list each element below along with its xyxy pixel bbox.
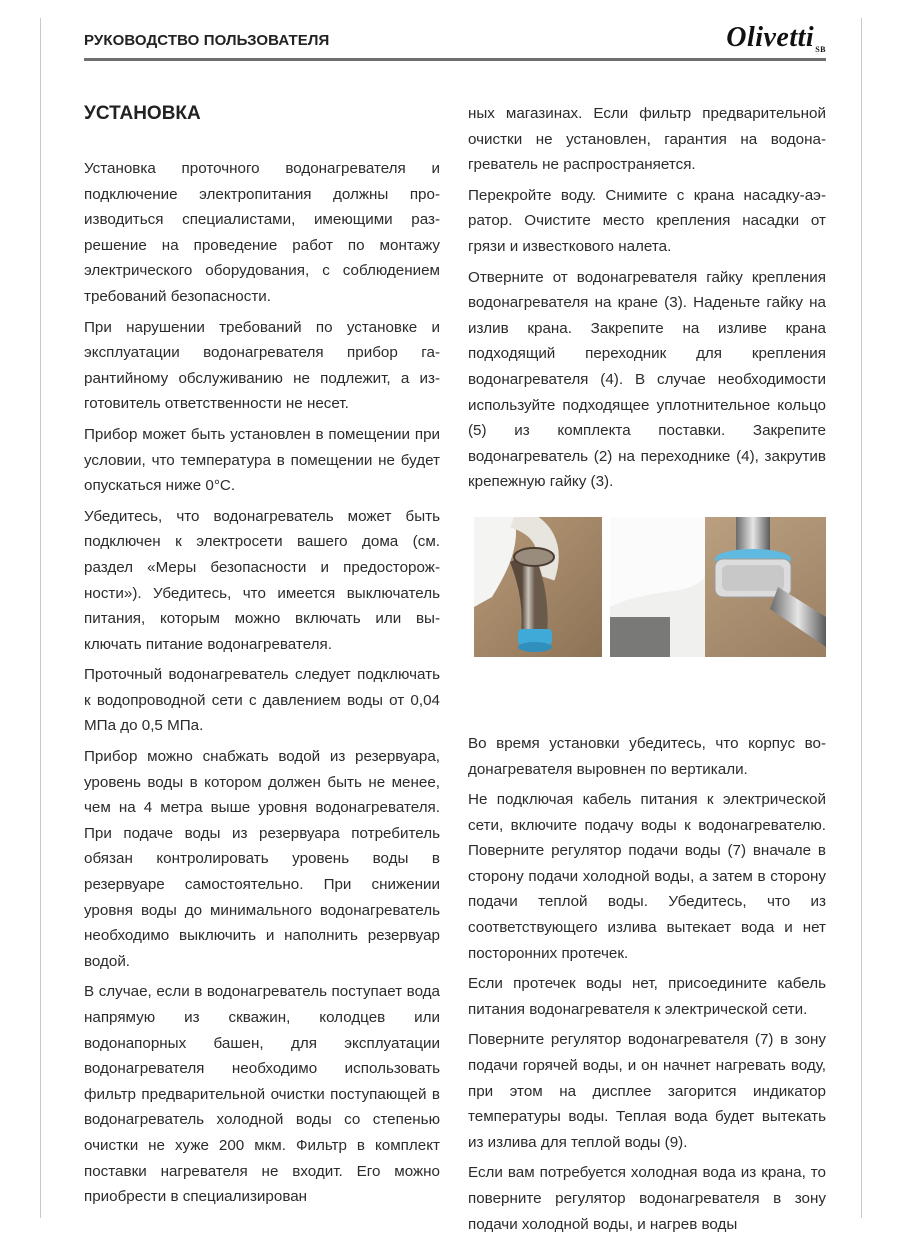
brand-mark: SB bbox=[815, 45, 826, 54]
paragraph: Во время установки убедитесь, что корпус водонагревателя выровнен по вертикали. bbox=[468, 734, 826, 778]
paragraph: ных магазинах. Если фильтр предварительной очистки не установлен, гарантия на водонагреватель не распространяется. bbox=[468, 105, 826, 174]
installation-photos bbox=[474, 517, 826, 711]
right-column bbox=[468, 101, 826, 1242]
left-column bbox=[84, 98, 440, 1215]
section-title: УСТАНОВКА bbox=[84, 103, 201, 124]
page-header bbox=[84, 22, 826, 70]
paragraph: Если вам потребуется холодная вода из крана, то поверните регулятор водонагревателя в зону подачи холодной воды, и нагрев воды bbox=[468, 1164, 826, 1233]
paragraph: Поверните регулятор водонагревателя (7) в зону подачи горячей воды, и он начнет нагревать воду, при этом на дисплее загорится индикатор температуры воды. Теплая вода будет вытекать из излива для теплой воды (9). bbox=[468, 1031, 826, 1151]
photo-adapter-installation bbox=[474, 517, 602, 657]
paragraph: Если протечек воды нет, присоедините кабель питания водонагревателя к электрической сети. bbox=[468, 975, 826, 1018]
brand-name: Olivetti bbox=[726, 22, 815, 53]
paragraph: Установка проточного водонагревателя и подключение электропитания должны производиться специалистами, имеющими разрешение на проведение работ по монтажу электрического оборудования, с соблюдением требований безопасности. bbox=[84, 160, 440, 305]
paragraph: Проточный водонагреватель следует подключать к водопроводной сети с давлением воды от 0,04 МПа до 0,5 МПа. bbox=[84, 666, 440, 735]
paragraph: Прибор может быть установлен в помещении при условии, что температура в помещении не будет опускаться ниже 0°С. bbox=[84, 425, 440, 495]
paragraph: Убедитесь, что водонагреватель может быть подключен к электросети вашего дома (см. раздел «Меры безопасности и предосторожности»). Убедитесь, что имеется выключатель питания, которым можно включать или выключать питание водонагревателя. bbox=[84, 507, 440, 653]
header-title: РУКОВОДСТВО ПОЛЬЗОВАТЕЛЯ bbox=[84, 32, 330, 49]
paragraph: Отверните от водонагревателя гайку крепления водонагревателя на кране (3). Наденьте гайку на излив крана. Закрепите на изливе крана подходящий переходник для крепления водонагревателя (4). В случае необходимости используйте подходящее уплотнительное кольцо (5) из комплекта поставки. Закрепите водонагреватель (2) на переходнике (4), закрутив крепежную гайку (3). bbox=[468, 268, 826, 491]
photo-heater-mounted bbox=[610, 517, 826, 657]
paragraph: В случае, если в водонагреватель поступает вода напрямую из скважин, колодцев или водонапорных башен, для эксплуатации водонагревателя необходимо использовать фильтр предварительной очистки поступающей в водонагреватель холодной воды со степенью очистки не хуже 200 мкм. Фильтр в комплект поставки нагревателя не входит. Его можно приобрести в специализирован bbox=[84, 983, 440, 1206]
paragraph: При нарушении требований по установке и эксплуатации водонагревателя прибор гарантийному обслуживанию не подлежит, а изготовитель ответственности не несет. bbox=[84, 318, 440, 413]
paragraph: Перекройте воду. Снимите с крана насадку-аэратор. Очистите место крепления насадки от грязи и известкового налета. bbox=[468, 186, 826, 255]
brand-logo bbox=[726, 22, 826, 54]
header-rule bbox=[84, 58, 826, 61]
paragraph: Прибор можно снабжать водой из резервуара, уровень воды в котором должен быть не менее, чем на 4 метра выше уровня водонагревателя. При подаче воды из резервуара потребитель обязан контролировать уровень воды в резервуаре самостоятельно. При снижении уровня воды до минимального водонагреватель необходимо выключить и наполнить резервуар водой. bbox=[84, 748, 440, 970]
paragraph: Не подключая кабель питания к электрической сети, включите подачу воды к водонагревателю. Поверните регулятор подачи воды (7) вначале в сторону подачи холодной воды, а затем в сторону подачи теплой воды. Убедитесь, что из соответствующего излива вытекает вода и нет посторонних протечек. bbox=[468, 791, 826, 962]
